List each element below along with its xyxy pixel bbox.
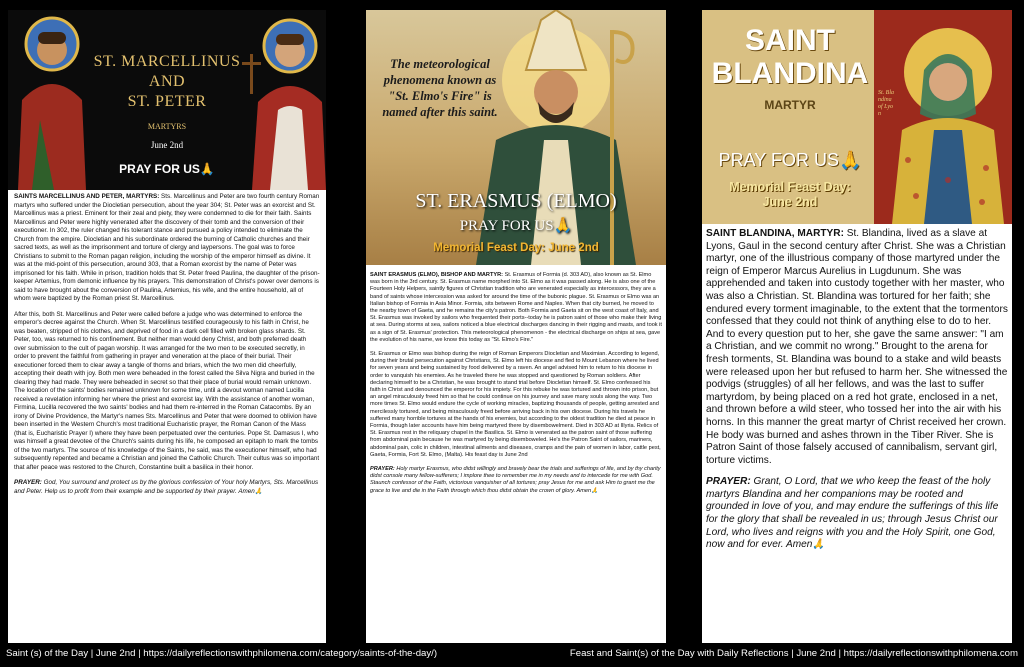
saint-erasmus-panel [366,10,666,643]
icon-side-text: St. Blandina of Lyon [878,90,894,117]
banner-title-line1: ST. MARCELLINUS [93,53,241,70]
article-lead: SAINTS MARCELLINUS AND PETER, MARTYRS: [14,193,160,200]
marcellinus-peter-article [14,193,320,503]
banner-feast-day: Memorial Feast Day: June 2nd [433,242,599,254]
banner-saint-name: ST. ERASMUS (ELMO) [415,190,617,212]
article-paragraph-1: Sts. Marcellinus and Peter are two fourth century Roman martyrs who suffered under the Diocletian persecution, about the year 304; St. Peter was an exorcist and St. Marcellinus was a priest. Eminent for their zeal and piety, they were condemned to die for their faith. Saints Marcellinus and Peter were highly venerated after the discovery of their tomb and the conversion of their executioner. In 302, the ruler changed his tolerant stance and pursued a policy intended to eliminate the Church from the empire. Diocletian and his subordinate ordered the burning of Catholic churches and their sacred texts, as well as the imprisonment and torture of clergy and laypersons. The goal was to force Christians to submit to the Roman pagan religion, including the worship of the emperor himself as divine. It was at the mid-point of this persecution, around 303, that a Roman exorcist by the name of Peter was imprisoned for his faith. While in prison, tradition holds that St. Peter freed Paulina, the daughter of the prison-keeper Artemius, from demonic influence by his prayers. This demonstration of Christ's power over demons is said to have brought about the conversion of Paulina, Artemius, his wife, and the entire household, all of whom were baptized by the Roman priest St. Marcellinus. [14,193,320,302]
saint-marcellinus-peter-panel [8,10,326,643]
article-lead: SAINT BLANDINA, MARTYR: [706,228,844,239]
banner-date: June 2nd [150,140,184,150]
banner-title-line2: BLANDINA [711,57,869,90]
prayer-label: PRAYER: [14,479,42,486]
saint-blandina-panel [702,10,1012,643]
banner-feast-line2: June 2nd [762,195,818,209]
article-paragraph-1: St. Erasmus of Formia (d. 303 AD), also known as St. Elmo was born in the 3rd century. St. Erasmus name morphed into St. Elmo as it was passed along. He is also one of the Fourteen Holy Helpers, saintly figures of Christian tradition who are venerated especially as intercessors, they are a band of saints whose intercession was asked for around the time of the bubonic plague. St. Erasmus or Elmo was an Italian bishop of Formia in Asia Minor. Formia, sits between Rome and Naples. When that city burned, he moved to the nearby town of Gaeta, and he remains the city's patron. Both Formia and Gaeta sit on the west coast of Italy, and St. Erasmus was invoked by sailors who frequented their ports--today he is patron saint of those who make their living at sea. During storms at sea, sailors noticed a blue electrical discharges dancing in their rigging and masts, and took it as a sign of St. Erasmus' protection. This meteorological phenomenon - the electrical discharge on ships at sea, gave the evolution of his name, we know this today as "St. Elmo's Fire." [370,272,662,343]
prayer-label: PRAYER: [706,476,751,488]
blandina-banner [702,10,1012,224]
prayer-text: God, You surround and protect us by the glorious confession of Your holy Martyrs, Sts. Marcellinus and Peter. Help us to profit from their example and be supported by their prayer. Amen🙏 [14,479,319,495]
banner-subtitle: MARTYRS [147,122,187,131]
banner-quote: The meteorological phenomena known as "St. Elmo's Fire" is named after this saint. [382,57,498,119]
banner-pray: PRAY FOR US🙏 [119,162,215,176]
banner-feast-line1: Memorial Feast Day: [729,180,851,194]
banner-title-line3: ST. PETER [127,93,207,110]
banner-pray: PRAY FOR US🙏 [459,218,573,234]
article-lead: SAINT ERASMUS (ELMO), BISHOP AND MARTYR: [370,272,504,278]
banner-pray: PRAY FOR US🙏 [718,150,862,170]
footer-left-caption: Saint (s) of the Day | June 2nd | https://dailyreflectionswithphilomena.com/category/saints-of-the-day/) [6,648,438,659]
banner-title-line2: AND [148,73,186,90]
marcellinus-peter-banner [8,10,326,190]
article-paragraph-1: St. Blandina, lived as a slave at Lyons, Gaul in the second century after Christ. She was a Christian martyr, one of the illustrious company of those martyred under the reign of Emperor Marcus Aurelius in Lugdunum. She was apprehended and taken into custody together with her master, who was also a Christian. St. Blandina was tortured for her faith; she endured every torment imaginable, to the extent that the tormentors confessed that they could not think of anything else to do to her. And to every question put to her, she gave the same answer: "I am a Christian, and we commit no wrong." Brought to the arena for fresh torments, St. Blandina was bound to a stake and wild beasts were released upon her but refused to harm her. She witnessed the podvigs (struggles) of all her fellows, and was the last to suffer martyrdom, by being placed on a red hot grate, enclosed in a net, and thrown before a wild steer, who tossed her into the air with his horns. In this manner the great martyr of Christ received her crown. He body was burned and ashes thrown in the Tiber River. She is Patron Saint of those falsely accused of cannibalism, servant girl, torture victims. [706,228,1008,466]
prayer-text: Grant, O Lord, that we who keep the feast of the holy martyrs Blandina and her companions may be rooted and grounded in love of you, and may endure the sufferings of this life for the glory that shall be revealed in us; through Jesus Christ our Lord, who lives and reigns with you and the Holy Spirit, one God, now and for ever. Amen🙏 [706,476,999,551]
footer-right-caption: Feast and Saint(s) of the Day with Daily Reflections | June 2nd | https://dailyreflectionswithphilomena.com [569,648,1018,659]
banner-subtitle: MARTYR [764,98,816,112]
prayer-label: PRAYER: [370,466,395,473]
article-paragraph-2: St. Erasmus or Elmo was bishop during the reign of Roman Emperors Diocletian and Maximian. According to legend, during their brutal persecution against Christians, St. Elmo left his diocese and fled to Mount Lebanon where he lived for seven years and being sustained by food delivered by a raven. An angel advised him to return to his diocese in order to vanquish his enemies. As he traveled there he was stopped and questioned by Roman soldiers. After declaring himself to be a Christian, he was brought to stand trial before Diocletian himself. St. Elmo confessed his faith in Christ and denounced the emperor for his impiety. For this rebuke he was tortured and thrown into prison, but an angel miraculously freed him so that he could continue on his journey and save many souls along the way. Two more times St. Elmo would endure the cycle of working miracles, baptizing thousands of people, getting arrested and mercilessly tortured, and being miraculously freed before arriving back in his own diocese. During his travels he suffered many horrible tortures at the hands of his enemies, but according to the oldest tradition he died at peace in Formia, though later accounts have him being martyred there by disembowelment. Died in 303 AD at Illyria. Relics of St. Erasmus rest in the reliquary chapel in the Basilica. St. Elmo is venerated as the patron saint of those suffering from abdominal pain because he was martyred by being disemboweled. He's the Patron Saint of sailors, mariners, abdominal pain, colic in children, intestinal ailments and diseases, cramps and the pain of women in labor, cattle pest, Gaeta, Formia, Fort St. Elmo, (Malta). His feast day is June 2nd [370,351,661,458]
erasmus-banner [366,10,666,265]
article-paragraph-2: After this, both St. Marcellinus and Peter were called before a judge who was determined to enforce the emperor's decree against the Church. When St. Marcellinus testified courageously to his faith in Christ, he was beaten, stripped of his clothes, and deprived of food in a dark cell filled with broken glass shards. St. Peter, too, was returned to his confinement. But neither man would deny Christ, and both preferred death over submission to the cult of pagan worship. It was arranged for the two men to be executed secretly, in order to prevent the faithful from gathering in prayer and veneration at the place of their burial. Their executioner forced them to clear away a tangle of thorns and briars, which the two men did cheerfully, accepting their death with joy. Both men were beheaded in the forest called the Silva Nigra and buried in the clearing they had made. They were beheaded in secret so that their place of burial would remain unknown. The location of the saints' bodies remained unknown for some time, until a devout woman named Lucilla received a revelation informing her where the priest and exorcist lay. With the assistance of another woman, Firmina, Lucilla recovered the two saints' bodies and had them re-interred in the Roman Catacombs. By an irony of Divine Providence, the Martyr's names Sts. Marcellinus and Peter that were doomed to oblivion have been inserted in the Western Church's most traditional Eucharistic prayer, the Roman Canon of the Mass (that is, Eucharistic Prayer I) where they have been perpetuated over the centuries. Pope St. Damasus I, who was himself a great devotee of the Church's saints during his life, he composed an epitaph to mark the tombs of the two martyrs. The source of his knowledge of the Saints, he said, was the executioner himself, who had subsequently repented and became a Christian and joined the Catholic Church. Their cultus was so important that after peace was restored to the Church, Constantine built a basilica in their honor. [14,310,320,471]
blandina-article [706,228,1008,559]
erasmus-article [370,272,662,502]
prayer-text: Holy martyr Erasmus, who didst willingly and bravely bear the trials and sufferings of life, and by thy charity didst console many fellow-sufferers; I implore thee to remember me in my needs and to intercede for me with God. Staunch confessor of the Faith, victorious vanquisher of all tortures; pray Jesus for me and ask Him to grant me the grace to live and die in the Faith through which thou didst obtain the crown of glory. Amen🙏 [370,466,661,494]
banner-title-line1: SAINT [745,24,835,57]
